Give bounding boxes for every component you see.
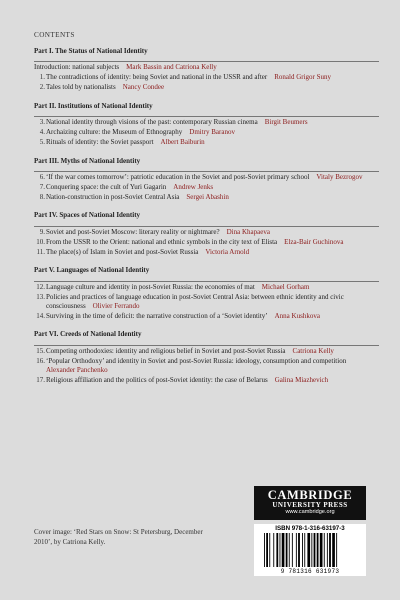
barcode-bar bbox=[317, 533, 319, 567]
part-divider bbox=[34, 226, 379, 227]
publisher-url: www.cambridge.org bbox=[285, 509, 335, 515]
chapter-author: Michael Gorham bbox=[261, 282, 310, 291]
barcode-bar bbox=[327, 533, 328, 567]
toc-entry bbox=[34, 293, 379, 312]
part-title: Part II. Institutions of National Identity bbox=[34, 101, 153, 110]
toc-entry bbox=[34, 238, 379, 247]
toc-entry bbox=[34, 183, 379, 192]
barcode-bar bbox=[276, 533, 278, 567]
barcode-bar bbox=[266, 533, 268, 567]
toc-part bbox=[34, 47, 379, 93]
chapter-title: ‘If the war comes tomorrow’: patriotic education in the Soviet and post-Soviet primary school bbox=[46, 173, 310, 182]
chapter-author: Nancy Condee bbox=[122, 83, 165, 92]
chapter-number: 4. bbox=[39, 128, 45, 137]
barcode-bar bbox=[332, 533, 335, 567]
chapter-title: National identity through visions of the past: contemporary Russian cinema bbox=[46, 118, 258, 127]
toc-entry bbox=[34, 283, 379, 292]
chapter-title: The place(s) of Islam in Soviet and post-Soviet Russia bbox=[46, 247, 199, 256]
barcode-bar bbox=[329, 533, 331, 567]
toc-part bbox=[34, 211, 379, 257]
chapter-title: Tales told by nationalists bbox=[46, 83, 116, 92]
chapter-number: 12. bbox=[36, 282, 45, 291]
toc-entry bbox=[34, 312, 379, 321]
publisher-logo bbox=[254, 486, 366, 520]
toc-entry bbox=[34, 63, 379, 72]
chapter-author: Olivier Ferrando bbox=[92, 302, 140, 311]
chapter-number: 2. bbox=[39, 83, 45, 92]
chapter-author: Vitaly Bezrogov bbox=[316, 173, 363, 182]
chapter-title: Soviet and post-Soviet Moscow: literary reality or nightmare? bbox=[46, 227, 220, 236]
barcode-bar bbox=[311, 533, 312, 567]
chapter-title: Conquering space: the cult of Yuri Gagarin bbox=[46, 183, 167, 192]
chapter-title: ‘Popular Orthodoxy’ and identity in Soviet and post-Soviet Russia: ideology, consumption and competition bbox=[46, 356, 347, 365]
chapter-number: 16. bbox=[36, 356, 45, 365]
toc-entry bbox=[34, 347, 379, 356]
barcode-bar bbox=[314, 533, 316, 567]
barcode-bar bbox=[289, 533, 290, 567]
chapter-author: Galina Miazhevich bbox=[274, 376, 329, 385]
chapter-author: Dmitry Baranov bbox=[189, 128, 235, 137]
chapter-author: Anna Kushkova bbox=[274, 312, 320, 321]
toc-entry bbox=[34, 248, 379, 257]
chapter-number: 1. bbox=[39, 73, 45, 82]
part-title: Part III. Myths of National Identity bbox=[34, 156, 141, 165]
toc-entry bbox=[34, 228, 379, 237]
chapter-author: Albert Baiburin bbox=[160, 138, 205, 147]
chapter-title: Introduction: national subjects bbox=[34, 63, 120, 72]
toc-entry bbox=[34, 357, 379, 376]
barcode-bar bbox=[320, 533, 323, 567]
cover-image-credit: Cover image: ‘Red Stars on Snow: St Petersburg, December 2010’, by Catriona Kelly. bbox=[34, 528, 203, 546]
toc-entry bbox=[34, 128, 379, 137]
chapter-number: 17. bbox=[36, 376, 45, 385]
toc-entry bbox=[34, 193, 379, 202]
chapter-number: 13. bbox=[36, 292, 45, 301]
chapter-author: Catriona Kelly bbox=[292, 346, 334, 355]
chapter-author: Birgit Beumers bbox=[264, 118, 308, 127]
chapter-number: 7. bbox=[39, 183, 45, 192]
barcode-bar bbox=[302, 533, 303, 567]
chapter-number: 10. bbox=[36, 237, 45, 246]
chapter-number: 11. bbox=[36, 247, 45, 256]
chapter-number: 8. bbox=[39, 193, 45, 202]
barcode-panel bbox=[254, 524, 366, 576]
barcode-bar bbox=[264, 533, 265, 567]
part-divider bbox=[34, 345, 379, 346]
barcode-bar bbox=[280, 533, 281, 567]
part-title: Part V. Languages of National Identity bbox=[34, 266, 150, 275]
part-divider bbox=[34, 116, 379, 117]
chapter-title: From the USSR to the Orient: national and ethnic symbols in the city text of Elista bbox=[46, 237, 278, 246]
part-title: Part VI. Creeds of National Identity bbox=[34, 330, 142, 339]
part-divider bbox=[34, 171, 379, 172]
chapter-number: 9. bbox=[39, 227, 45, 236]
chapter-number: 3. bbox=[39, 118, 45, 127]
chapter-title: Surviving in the time of deficit: the narrative construction of a ‘Soviet identity’ bbox=[46, 312, 268, 321]
publisher-subtitle: UNIVERSITY PRESS bbox=[272, 501, 348, 509]
toc-entry bbox=[34, 138, 379, 147]
chapter-number: 14. bbox=[36, 312, 45, 321]
barcode-bar bbox=[324, 533, 325, 567]
chapter-title: Language culture and identity in post-Soviet Russia: the economies of mat bbox=[46, 282, 255, 291]
barcode-bar bbox=[292, 533, 293, 567]
toc-part bbox=[34, 102, 379, 148]
chapter-title: Competing orthodoxies: identity and religious belief in Soviet and post-Soviet Russia bbox=[46, 346, 286, 355]
chapter-author: Sergei Abashin bbox=[186, 193, 229, 202]
part-title: Part IV. Spaces of National Identity bbox=[34, 211, 141, 220]
barcode-bar bbox=[307, 533, 310, 567]
toc-entry bbox=[34, 73, 379, 82]
chapter-author: Alexander Panchenko bbox=[46, 366, 108, 375]
barcode-bar bbox=[336, 533, 337, 567]
chapter-title: Rituals of identity: the Soviet passport bbox=[46, 138, 154, 147]
barcode-bar bbox=[269, 533, 270, 567]
barcode-bar bbox=[304, 533, 305, 567]
barcode-bar bbox=[282, 533, 285, 567]
chapter-author: Victoria Arnold bbox=[205, 247, 250, 256]
part-title: Part I. The Status of National Identity bbox=[34, 47, 148, 55]
toc-entry bbox=[34, 118, 379, 127]
part-divider bbox=[34, 61, 379, 62]
toc-entry bbox=[34, 173, 379, 182]
barcode-digits: 9 781316 631973 bbox=[280, 568, 340, 575]
chapter-title: Policies and practices of language education in post-Soviet Central Asia: between ethnic identity and civic consciousness bbox=[46, 292, 344, 311]
chapter-title: Archaizing culture: the Museum of Ethnography bbox=[46, 128, 183, 137]
toc-entry bbox=[34, 376, 379, 385]
chapter-title: The contradictions of identity: being Soviet and national in the USSR and after bbox=[46, 73, 268, 82]
toc-part bbox=[34, 266, 379, 321]
barcode-bar bbox=[273, 533, 274, 567]
barcode-icon bbox=[264, 533, 356, 567]
toc-entry bbox=[34, 83, 379, 92]
chapter-number: 15. bbox=[36, 346, 45, 355]
chapter-title: Religious affiliation and the politics of post-Soviet identity: the case of Belarus bbox=[46, 376, 268, 385]
toc-part bbox=[34, 330, 379, 385]
isbn-label: ISBN 978-1-316-63197-3 bbox=[275, 525, 345, 532]
contents-heading: CONTENTS bbox=[34, 31, 75, 39]
chapter-author: Andrew Jenks bbox=[173, 183, 214, 192]
barcode-bar bbox=[296, 533, 297, 567]
chapter-author: Dina Khapaeva bbox=[226, 227, 270, 236]
chapter-number: 5. bbox=[39, 138, 45, 147]
publisher-name: CAMBRIDGE bbox=[267, 488, 353, 502]
chapter-author: Mark Bassin and Catriona Kelly bbox=[126, 63, 217, 72]
chapter-author: Elza-Bair Guchinova bbox=[284, 237, 344, 246]
barcode-bar bbox=[286, 533, 288, 567]
chapter-author: Ronald Grigor Suny bbox=[274, 73, 332, 82]
chapter-title: Nation-construction in post-Soviet Central Asia bbox=[46, 193, 180, 202]
part-divider bbox=[34, 281, 379, 282]
table-of-contents bbox=[34, 47, 379, 386]
chapter-number: 6. bbox=[39, 173, 45, 182]
barcode-bar bbox=[298, 533, 300, 567]
toc-part bbox=[34, 157, 379, 203]
